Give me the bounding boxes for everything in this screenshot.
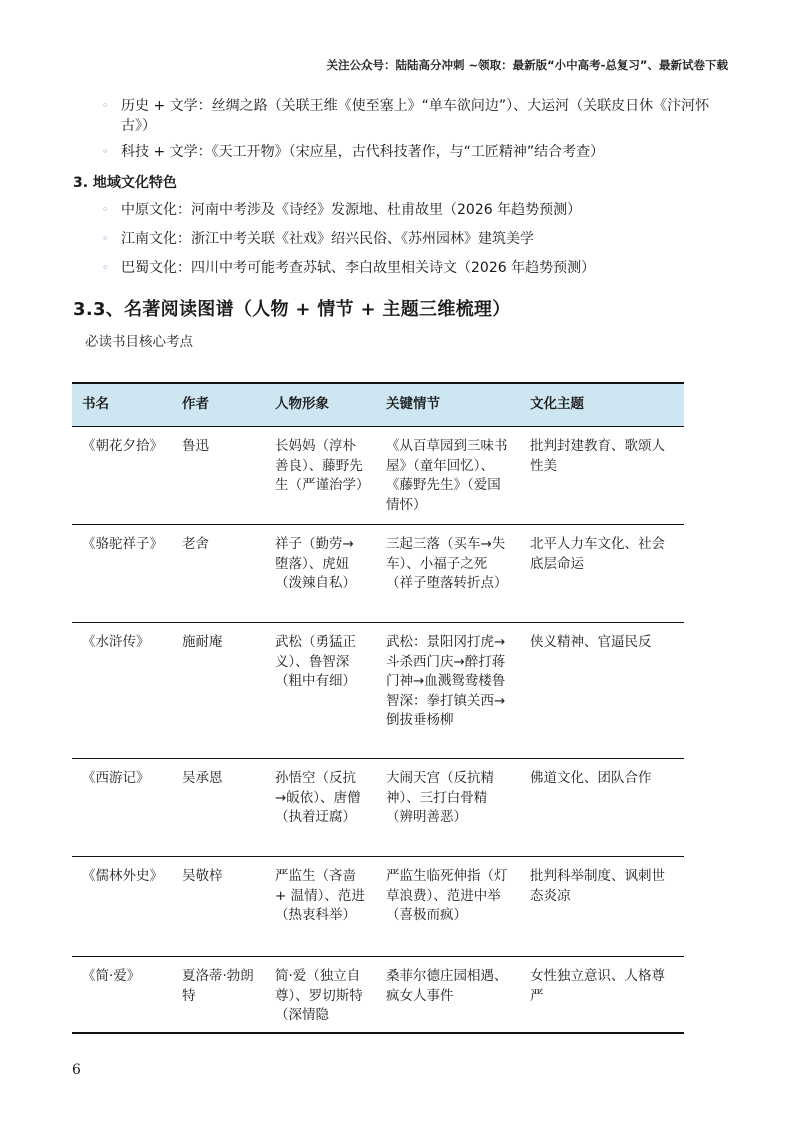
header-plot: 关键情节 <box>376 383 520 427</box>
cell-book: 《西游记》 <box>72 759 172 857</box>
cell-characters: 长妈妈（淳朴善良）、藤野先生（严谨治学） <box>265 427 376 525</box>
bullet-circle-icon: ◦ <box>102 261 109 274</box>
cell-characters: 孙悟空（反抗→皈依）、唐僧（执着迂腐） <box>265 759 376 857</box>
table-row <box>72 427 684 525</box>
cell-book: 《骆驼祥子》 <box>72 525 172 623</box>
cell-author: 吴承恩 <box>172 759 265 857</box>
cell-book: 《简·爱》 <box>72 957 172 1033</box>
list-item-text: 巴蜀文化：四川中考可能考查苏轼、李白故里相关诗文（2026 年趋势预测） <box>121 260 596 276</box>
table-row <box>72 957 684 1033</box>
bullet-circle-icon: ◦ <box>102 203 109 216</box>
cell-plot: 三起三落（买车→失车）、小福子之死（祥子堕落转折点） <box>376 525 520 623</box>
cell-plot: 严监生临死伸指（灯草浪费）、范进中举（喜极而疯） <box>376 857 520 957</box>
regional-heading: 3. 地域文化特色 <box>73 175 177 191</box>
cell-author: 鲁迅 <box>172 427 265 525</box>
cell-theme: 批判封建教育、歌颂人性美 <box>520 427 684 525</box>
page-number: 6 <box>72 1062 81 1078</box>
bullet-circle-icon: ◦ <box>102 232 109 245</box>
cell-author: 施耐庵 <box>172 623 265 759</box>
cell-characters: 严监生（吝啬 + 温情）、范进（热衷科举） <box>265 857 376 957</box>
cell-plot: 大闹天宫（反抗精神）、三打白骨精（辨明善恶） <box>376 759 520 857</box>
cell-book: 《朝花夕拾》 <box>72 427 172 525</box>
cell-characters: 武松（勇猛正义）、鲁智深（粗中有细） <box>265 623 376 759</box>
header-theme: 文化主题 <box>520 383 684 427</box>
list-item-text: 江南文化：浙江中考关联《社戏》绍兴民俗、《苏州园林》建筑美学 <box>121 231 534 247</box>
cell-plot: 桑菲尔德庄园相遇、疯女人事件 <box>376 957 520 1033</box>
list-item-text: 历史 + 文学：丝绸之路（关联王维《使至塞上》“单车欲问边”）、大运河（关联皮日休《汴河怀古》） <box>121 98 710 134</box>
cell-plot: 武松：景阳冈打虎→斗杀西门庆→醉打蒋门神→血溅鸳鸯楼鲁智深：拳打镇关西→倒拔垂杨柳 <box>376 623 520 759</box>
section-title: 3.3、名著阅读图谱（人物 + 情节 + 主题三维梳理） <box>73 299 511 320</box>
cell-theme: 佛道文化、团队合作 <box>520 759 684 857</box>
table-row <box>72 857 684 957</box>
list-item <box>102 142 722 162</box>
cell-plot: 《从百草园到三味书屋》（童年回忆）、《藤野先生》（爱国情怀） <box>376 427 520 525</box>
table-row <box>72 623 684 759</box>
table-header-row <box>72 383 684 427</box>
cell-theme: 批判科举制度、讽刺世态炎凉 <box>520 857 684 957</box>
list-item <box>102 258 722 278</box>
book-table <box>72 382 684 1034</box>
page-header: 关注公众号：陆陆高分冲刺 ~领取：最新版“小中高考-总复习”、最新试卷下载 <box>326 58 728 72</box>
list-item <box>102 200 722 220</box>
bullet-circle-icon: ◦ <box>102 99 109 112</box>
header-author: 作者 <box>172 383 265 427</box>
list-item-text: 中原文化：河南中考涉及《诗经》发源地、杜甫故里（2026 年趋势预测） <box>121 202 582 218</box>
cell-book: 《儒林外史》 <box>72 857 172 957</box>
table-row <box>72 759 684 857</box>
cell-characters: 简·爱（独立自尊）、罗切斯特（深情隐 <box>265 957 376 1033</box>
cell-author: 老舍 <box>172 525 265 623</box>
cell-theme: 女性独立意识、人格尊严 <box>520 957 684 1033</box>
table-row <box>72 525 684 623</box>
cell-theme: 侠义精神、官逼民反 <box>520 623 684 759</box>
header-characters: 人物形象 <box>265 383 376 427</box>
cell-book: 《水浒传》 <box>72 623 172 759</box>
list-item-text: 科技 + 文学：《天工开物》（宋应星，古代科技著作，与“工匠精神”结合考查） <box>121 144 605 160</box>
list-item <box>102 229 722 249</box>
list-item <box>102 96 722 136</box>
section-subtitle: 必读书目核心考点 <box>85 334 193 350</box>
bullet-circle-icon: ◦ <box>102 145 109 158</box>
cell-author: 吴敬梓 <box>172 857 265 957</box>
cell-theme: 北平人力车文化、社会底层命运 <box>520 525 684 623</box>
cell-author: 夏洛蒂·勃朗特 <box>172 957 265 1033</box>
header-book: 书名 <box>72 383 172 427</box>
cell-characters: 祥子（勤劳→堕落）、虎妞（泼辣自私） <box>265 525 376 623</box>
